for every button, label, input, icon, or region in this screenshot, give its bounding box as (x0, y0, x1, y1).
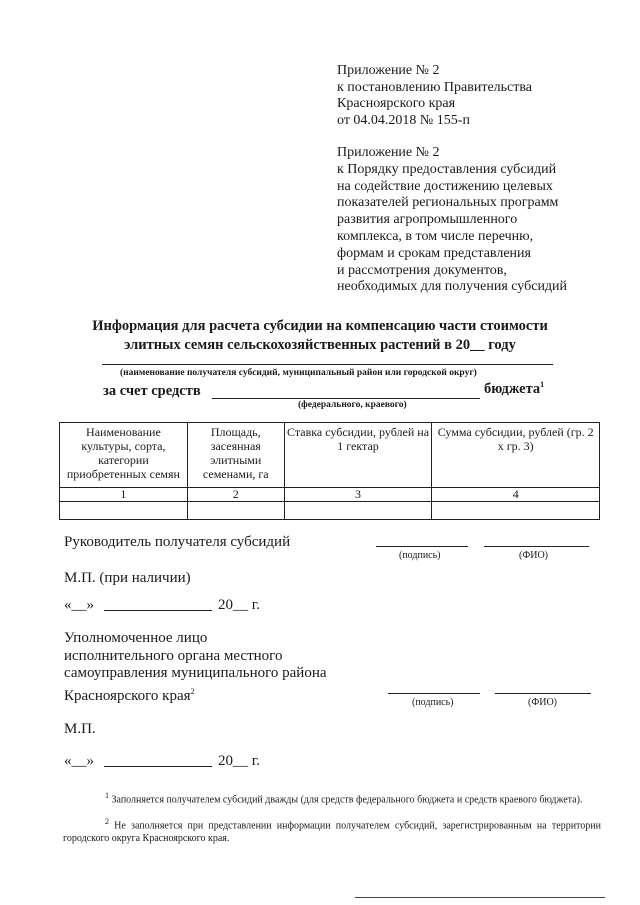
column-number: 3 (284, 488, 432, 502)
appendix-line: и рассмотрения документов, (337, 262, 507, 278)
authorized-line-text: Красноярского края (64, 687, 191, 704)
appendix-line: к постановлению Правительства (337, 79, 533, 95)
date-month-line (104, 766, 212, 767)
footnote-ref-2: 2 (190, 686, 195, 696)
head-signature-line (376, 546, 468, 547)
authorized-line: Уполномоченное лицо (64, 630, 208, 646)
column-header: Наименование культуры, сорта, категории приобретенных семян (60, 423, 188, 488)
footnote-mark: 1 (105, 791, 109, 800)
column-number: 2 (187, 488, 284, 502)
appendix-header (337, 63, 532, 129)
appendix-line: показателей региональных программ (337, 195, 559, 211)
appendix-line: комплекса, в том числе перечню, (337, 228, 534, 244)
stamp-label: М.П. (64, 721, 96, 737)
document-title (0, 317, 640, 355)
column-header: Ставка субсидии, рублей на 1 гектар (284, 423, 432, 488)
table-row (60, 502, 600, 520)
footnote-1 (63, 789, 601, 806)
date-day: «__» (64, 753, 94, 769)
funds-caption: (федерального, краевого) (298, 400, 407, 410)
footnote-mark: 2 (105, 817, 109, 826)
authorized-signature-line (388, 693, 480, 694)
title-line-1: Информация для расчета субсидии на компенсацию части стоимости (92, 318, 548, 334)
funds-source-line (212, 398, 480, 399)
appendix-line: Приложение № 2 (337, 63, 440, 78)
funds-suffix-text: бюджета (484, 380, 541, 397)
table-cell[interactable] (284, 502, 432, 520)
title-line-2: элитных семян сельскохозяйственных растений в 20__ году (124, 337, 516, 353)
appendix-line: развития агропромышленного (337, 212, 518, 228)
footnote-2 (63, 815, 601, 845)
column-header: Площадь, засеянная элитными семенами, га (187, 423, 284, 488)
date-year: 20__ г. (218, 753, 260, 769)
appendix-line: формам и срокам представления (337, 245, 531, 261)
funds-suffix (484, 380, 544, 398)
appendix-line: необходимых для получения субсидий (337, 279, 568, 295)
date-day: «__» (64, 597, 94, 613)
appendix-line: к Порядку предоставления субсидий (337, 161, 557, 177)
column-number: 1 (60, 488, 188, 502)
appendix-line: Красноярского края (337, 96, 456, 111)
table-cell[interactable] (60, 502, 188, 520)
appendix-line: на содействие достижению целевых (337, 178, 553, 194)
stamp-label: М.П. (при наличии) (64, 570, 191, 586)
table-cell[interactable] (432, 502, 600, 520)
table-header-row (60, 423, 600, 488)
table-cell[interactable] (187, 502, 284, 520)
authorized-line (64, 683, 327, 706)
head-label: Руководитель получателя субсидий (64, 534, 291, 550)
authorized-name-line (495, 693, 591, 694)
authorized-line: самоуправления муниципального района (64, 665, 327, 681)
authorized-name-caption: (ФИО) (528, 697, 558, 708)
head-sign-caption: (подпись) (399, 550, 441, 561)
authorized-sign-caption: (подпись) (412, 697, 454, 708)
footnote-text: Не заполняется при представлении информации получателем субсидий, зарегистрированным на территории городского округа Красноярского края. (63, 820, 601, 845)
authorized-label (64, 630, 327, 705)
scan-edge-line (355, 897, 605, 898)
authorized-line: исполнительного органа местного (64, 647, 283, 664)
footnote-text: Заполняется получателем субсидий дважды (для средств федерального бюджета и средств краевого бюджета). (111, 794, 583, 806)
appendix-line: от 04.04.2018 № 155-п (337, 112, 470, 128)
date-month-line (104, 610, 212, 611)
date-year: 20__ г. (218, 597, 260, 613)
head-name-caption: (ФИО) (519, 550, 549, 561)
footnote-ref-1: 1 (540, 380, 545, 389)
column-number: 4 (432, 488, 600, 502)
head-name-line (484, 546, 589, 547)
subsidy-table (59, 422, 600, 520)
funds-prefix: за счет средств (103, 383, 201, 399)
recipient-caption: (наименование получателя субсидий, муниципальный район или городской округ) (120, 368, 477, 378)
appendix-order-header (337, 145, 567, 296)
column-header: Сумма субсидии, рублей (гр. 2 x гр. 3) (432, 423, 600, 488)
recipient-name-line (102, 364, 553, 365)
appendix-line: Приложение № 2 (337, 145, 440, 160)
table-number-row (60, 488, 600, 502)
